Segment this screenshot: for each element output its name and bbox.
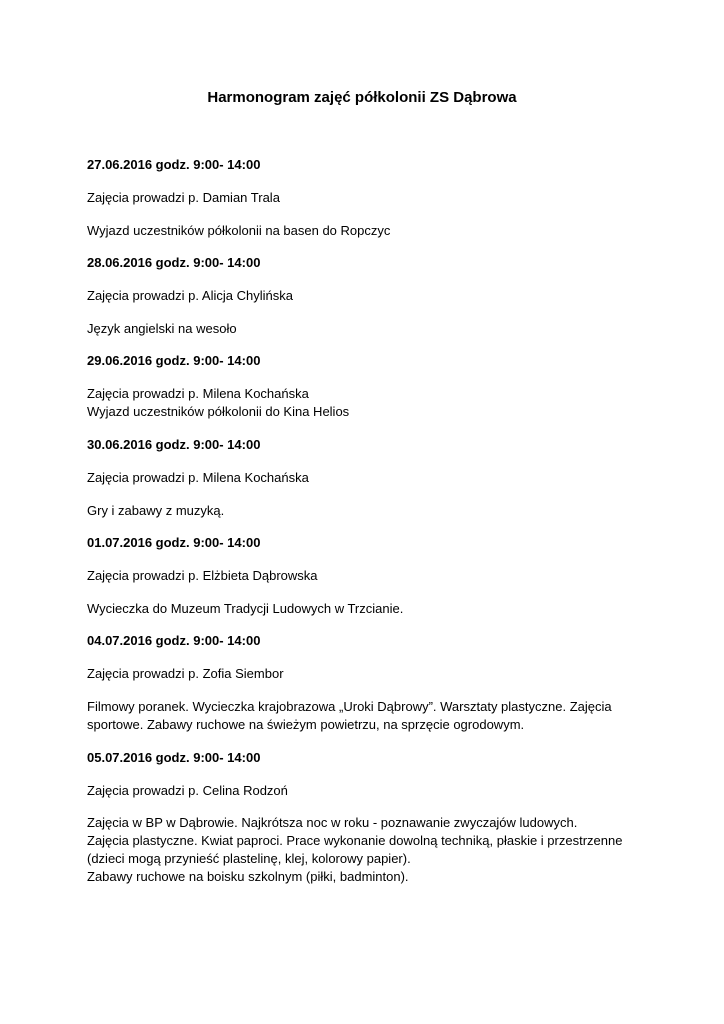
document-title: Harmonogram zajęć półkolonii ZS Dąbrowa <box>207 89 517 106</box>
day-date: 28.06.2016 godz. 9:00- 14:00 <box>87 255 261 270</box>
day-date: 01.07.2016 godz. 9:00- 14:00 <box>87 535 261 550</box>
day-activities <box>87 814 647 886</box>
schedule-day <box>87 749 647 887</box>
day-date: 05.07.2016 godz. 9:00- 14:00 <box>87 749 261 765</box>
schedule-day <box>87 254 647 337</box>
day-teacher: Zajęcia prowadzi p. Damian Trala <box>87 190 280 205</box>
schedule-day <box>87 436 647 519</box>
day-activity: Język angielski na wesoło <box>87 320 237 336</box>
day-activity: Wyjazd uczestników półkolonii na basen do Ropczyc <box>87 222 391 238</box>
day-date: 04.07.2016 godz. 9:00- 14:00 <box>87 633 261 648</box>
day-activity: Gry i zabawy z muzyką. <box>87 502 225 518</box>
day-date: 29.06.2016 godz. 9:00- 14:00 <box>87 353 261 368</box>
day-teacher: Zajęcia prowadzi p. Alicja Chylińska <box>87 288 293 303</box>
schedule-day <box>87 534 647 617</box>
day-details <box>87 385 647 421</box>
day-activity: Zajęcia plastyczne. Kwiat paproci. Prace wykonanie dowolną techniką, płaskie i przestrzenne <box>87 833 623 848</box>
day-activity: Filmowy poranek. Wycieczka krajobrazowa „Uroki Dąbrowy”. Warsztaty plastyczne. Zajęcia <box>87 698 612 714</box>
day-teacher: Zajęcia prowadzi p. Milena Kochańska <box>87 470 309 485</box>
schedule-content <box>87 156 647 901</box>
day-activity: sportowe. Zabawy ruchowe na świeżym powietrzu, na sprzęcie ogrodowym. <box>87 716 525 732</box>
schedule-day <box>87 156 647 239</box>
day-activities <box>87 698 647 734</box>
day-activity: Zabawy ruchowe na boisku szkolnym (piłki, badminton). <box>87 869 409 884</box>
day-teacher: Zajęcia prowadzi p. Zofia Siembor <box>87 666 284 681</box>
day-activity: Wyjazd uczestników półkolonii do Kina Helios <box>87 404 350 419</box>
day-teacher: Zajęcia prowadzi p. Celina Rodzoń <box>87 782 288 798</box>
day-teacher: Zajęcia prowadzi p. Elżbieta Dąbrowska <box>87 568 318 583</box>
schedule-day <box>87 632 647 734</box>
schedule-day <box>87 352 647 421</box>
day-teacher: Zajęcia prowadzi p. Milena Kochańska <box>87 386 309 401</box>
day-activity: (dzieci mogą przynieść plastelinę, klej, kolorowy papier). <box>87 851 411 866</box>
day-date: 27.06.2016 godz. 9:00- 14:00 <box>87 157 261 172</box>
day-date: 30.06.2016 godz. 9:00- 14:00 <box>87 437 261 452</box>
day-activity: Zajęcia w BP w Dąbrowie. Najkrótsza noc w roku - poznawanie zwyczajów ludowych. <box>87 815 578 830</box>
day-activity: Wycieczka do Muzeum Tradycji Ludowych w Trzcianie. <box>87 600 404 616</box>
